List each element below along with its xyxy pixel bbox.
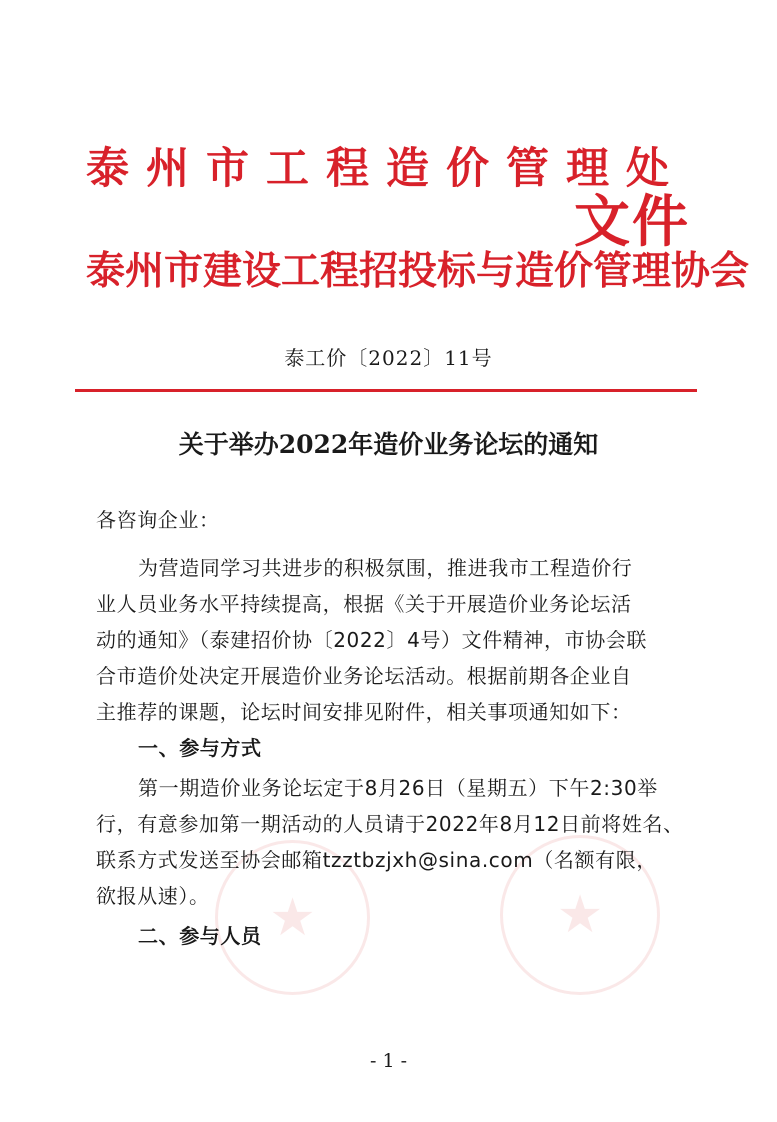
issuer-line-2: 泰州市建设工程招投标与造价管理协会 — [86, 248, 750, 294]
document-type-label: 文件 — [574, 189, 690, 255]
page-number: - 1 - — [369, 1050, 407, 1072]
section-2-heading — [138, 918, 738, 954]
section-1-line: 第一期造价业务论坛定于8月26日（星期五）下午2:30举 — [138, 776, 658, 800]
seal-star-icon: ★ — [556, 885, 604, 945]
section-1-heading — [138, 730, 738, 766]
section-heading-text: 一、参与方式 — [138, 736, 262, 760]
intro-line: 动的通知》（泰建招价协〔2022〕4号）文件精神，市协会联 — [96, 628, 648, 652]
intro-line: 业人员业务水平持续提高，根据《关于开展造价业务论坛活 — [96, 592, 632, 616]
document-number: 泰工价〔2022〕11号 — [284, 346, 493, 370]
section-heading-text: 二、参与人员 — [138, 924, 262, 948]
salutation — [96, 502, 696, 538]
intro-line: 合市造价处决定开展造价业务论坛活动。根据前期各企业自 — [96, 664, 632, 688]
salutation-text: 各咨询企业： — [96, 508, 220, 532]
section-1-line: 联系方式发送至协会邮箱tzztbzjxh@sina.com（名额有限， — [96, 848, 657, 872]
document-title: 关于举办2022年造价业务论坛的通知 — [178, 430, 599, 459]
issuer-line-1: 泰州市工程造价管理处 — [86, 144, 686, 194]
header-divider — [75, 389, 697, 392]
intro-paragraph — [96, 550, 696, 730]
section-1-line: 欲报从速）。 — [96, 884, 210, 908]
section-1-line: 行，有意参加第一期活动的人员请于2022年8月12日前将姓名、 — [96, 812, 684, 836]
intro-line: 为营造同学习共进步的积极氛围，推进我市工程造价行 — [138, 556, 633, 580]
section-1-paragraph — [96, 770, 696, 914]
intro-line: 主推荐的课题，论坛时间安排见附件，相关事项通知如下： — [96, 700, 632, 724]
seal-star-icon: ★ — [269, 887, 316, 948]
